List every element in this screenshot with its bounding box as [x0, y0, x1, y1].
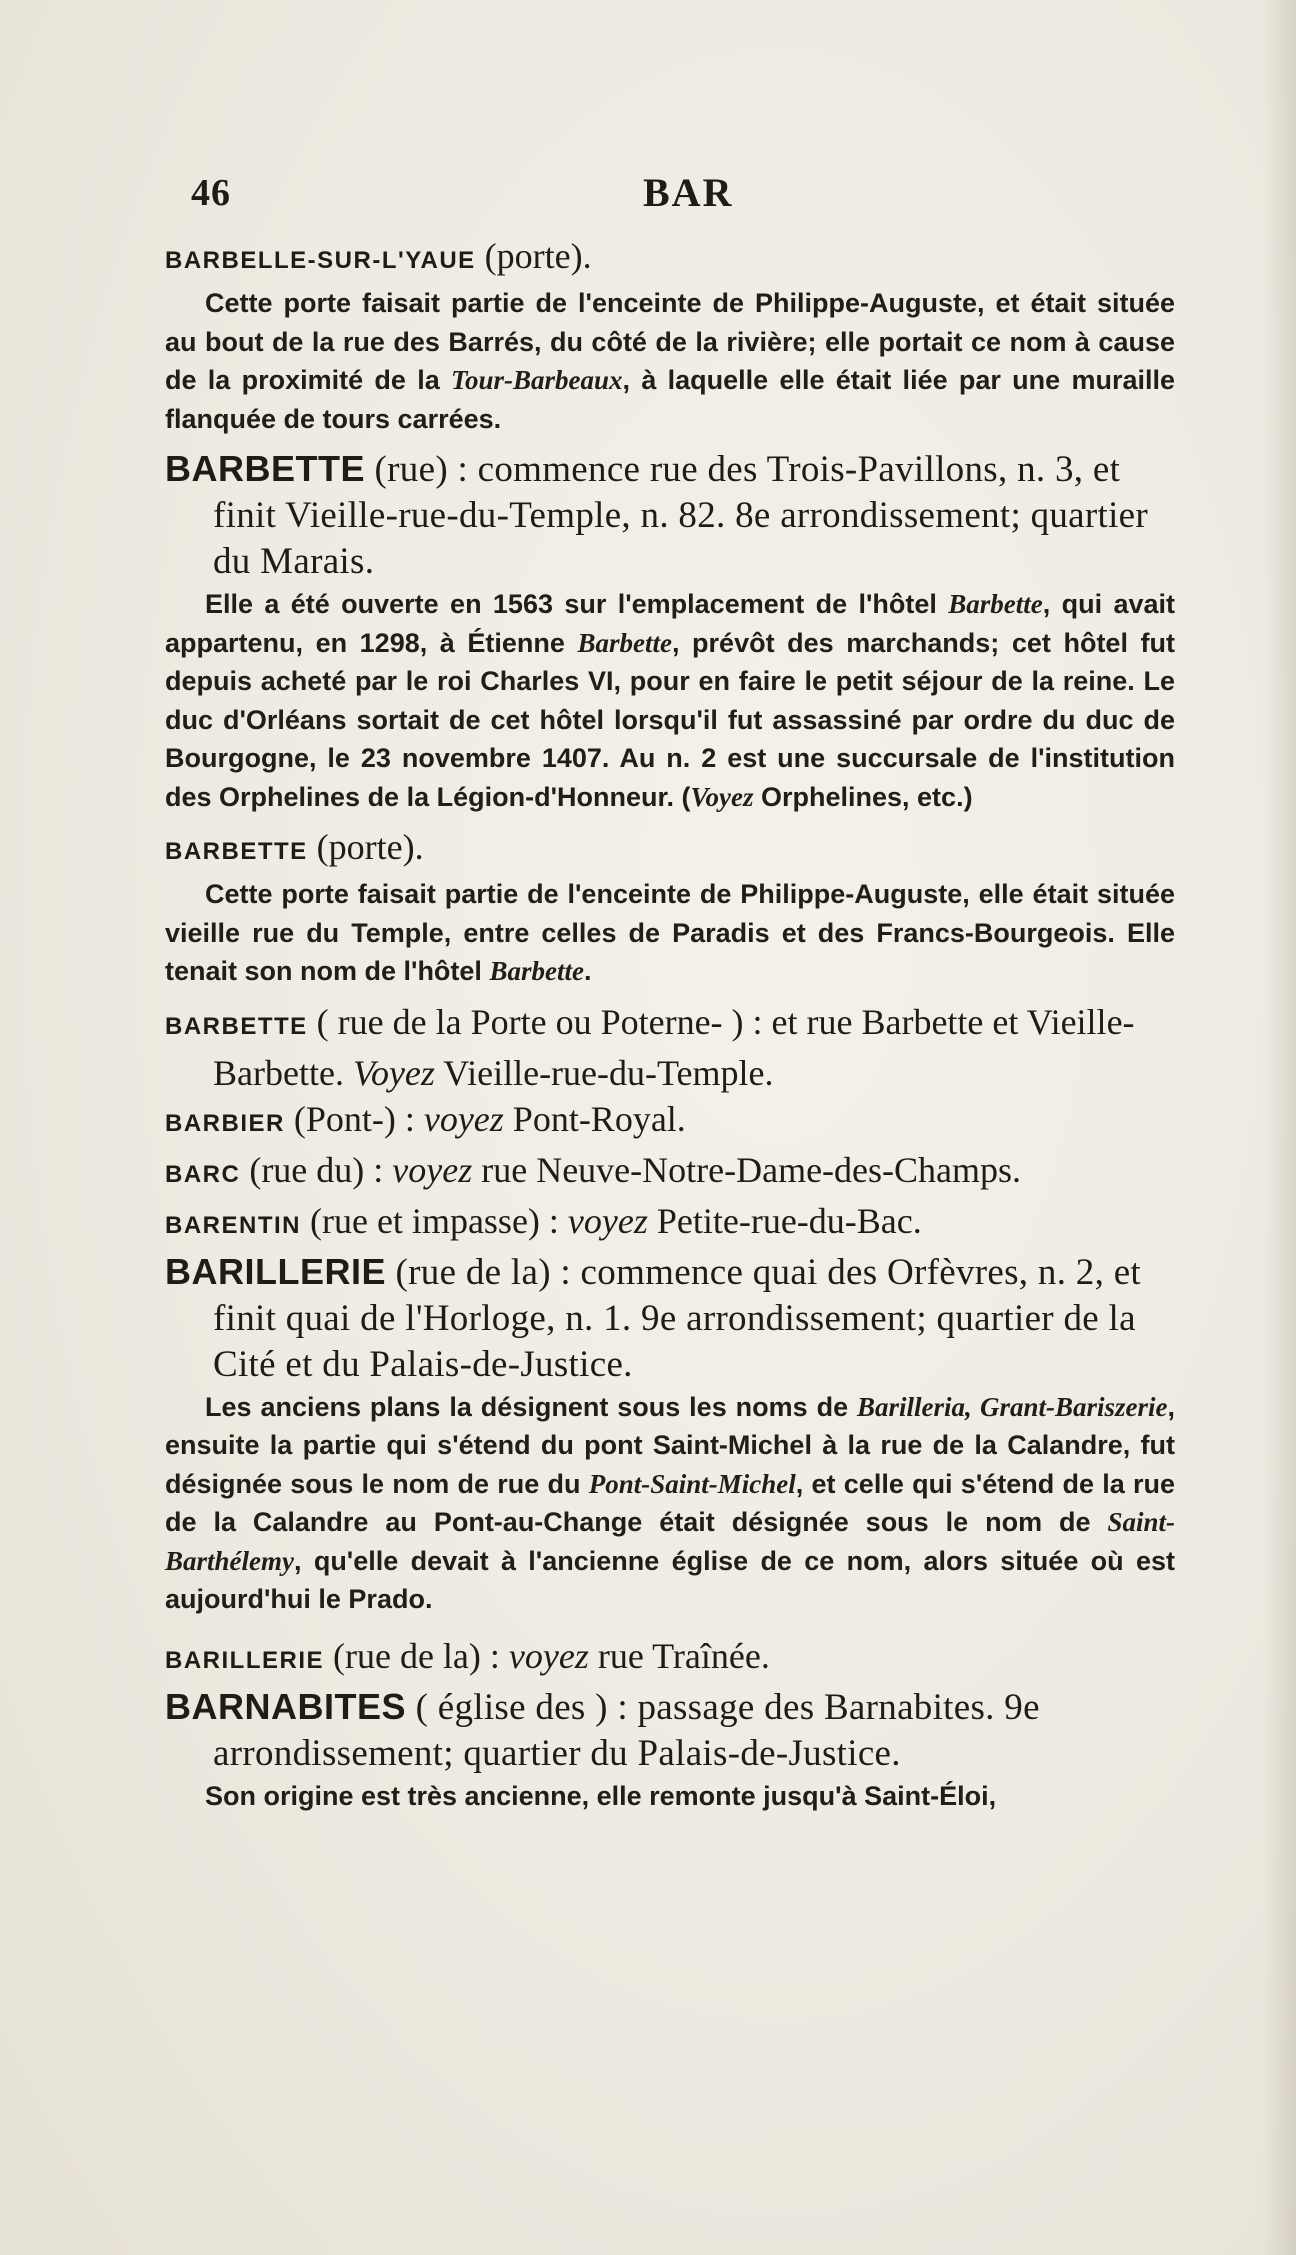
running-head	[165, 165, 1185, 225]
entry-heading: BARILLERIE (rue de la) : voyez rue Traînée.	[165, 1635, 770, 1676]
entry-heading	[165, 1249, 1185, 1388]
entry-headword: BARBETTE	[165, 838, 308, 865]
entry-heading	[165, 1684, 1185, 1777]
entry-headword: BARBIER	[165, 1109, 285, 1137]
entry-headword: BARENTIN	[165, 1211, 301, 1239]
entry-headword: BARNABITES	[165, 1685, 407, 1727]
entry-headword: BARBETTE	[165, 448, 365, 489]
entry-body: Son origine est très ancienne, elle remonte jusqu'à Saint-Éloi,	[205, 1780, 997, 1811]
page-edge-shadow	[1262, 0, 1296, 2255]
entry-heading: BARENTIN (rue et impasse) : voyez Petite-rue-du-Bac.	[165, 1200, 922, 1241]
entry-body: Cette porte faisait partie de l'enceinte de Philippe-Auguste, elle était située vieille rue du Temple, entre celles de Paradis et des Francs-Bourgeois. Elle tenait son nom de l'hôtel Barbette.	[165, 879, 1175, 986]
entry-headword: BARC	[165, 1160, 241, 1188]
entry-heading	[165, 233, 1185, 284]
entry-heading: BARBETTE ( rue de la Porte ou Poterne- ) : et rue Barbette et Vieille-Barbette. Voyez Vieille-rue-du-Temple.	[165, 1001, 1135, 1093]
entry-headword: BARILLERIE	[165, 1646, 324, 1674]
entry-body: Elle a été ouverte en 1563 sur l'emplacement de l'hôtel Barbette, qui avait appartenu, en 1298, à Étienne Barbette, prévôt des marchands; cet hôtel fut depuis acheté par le roi Charles VI, pour en faire le petit séjour de la reine. Le duc d'Orléans sortait de cet hôtel lorsqu'il fut assassiné par ordre du duc de Bourgogne, le 23 novembre 1407. Au n. 2 est une succursale de l'institution des Orphelines de la Légion-d'Honneur. (Voyez Orphelines, etc.)	[165, 589, 1175, 812]
entry-headword: BARILLERIE	[165, 1250, 386, 1292]
entry-heading	[165, 824, 1185, 875]
entry-heading-rest: (porte).	[475, 236, 592, 276]
entry-heading: BARBIER (Pont-) : voyez Pont-Royal.	[165, 1098, 686, 1139]
entry-body: Les anciens plans la désignent sous les noms de Barilleria, Grant-Bariszerie, ensuite la partie qui s'étend du pont Saint-Michel à la rue de la Calandre, fut désignée sous le nom de rue du Pont-Saint-Michel, et celle qui s'étend de la rue de la Calandre au Pont-au-Change était désignée sous le nom de Saint-Barthélemy, qu'elle devait à l'ancienne église de ce nom, alors située où est aujourd'hui le Prado.	[165, 1391, 1176, 1614]
entry-headword: BARBELLE-SUR-L'YAUE	[165, 247, 476, 274]
entry-heading-rest: ( église des ) : passage des Barnabites. 9e arrondissement; quartier du Palais-de-Justice.	[213, 1686, 1040, 1774]
entry-heading-rest: (porte).	[307, 827, 424, 867]
entry-body: Cette porte faisait partie de l'enceinte de Philippe-Auguste, et était située au bout de la rue des Barrés, du côté de la rivière; elle portait ce nom à cause de la proximité de la Tour-Barbeaux, à laquelle elle était liée par une muraille flanquée de tours carrées.	[165, 288, 1176, 434]
page-number: 46	[191, 172, 231, 214]
entry-heading	[165, 446, 1185, 585]
entry-headword: BARBETTE	[165, 1012, 308, 1040]
entry-heading-rest: (rue de la) : commence quai des Orfèvres, n. 2, et finit quai de l'Horloge, n. 1. 9e arrondissement; quartier de la Cité et du Palais-de-Justice.	[213, 1251, 1141, 1385]
page-content	[165, 165, 1185, 1815]
entry-heading: BARC (rue du) : voyez rue Neuve-Notre-Dame-des-Champs.	[165, 1149, 1022, 1190]
entry-heading-rest: (rue) : commence rue des Trois-Pavillons, n. 3, et finit Vieille-rue-du-Temple, n. 82. 8e arrondissement; quartier du Marais.	[213, 449, 1149, 582]
running-head-word: BAR	[643, 170, 734, 215]
